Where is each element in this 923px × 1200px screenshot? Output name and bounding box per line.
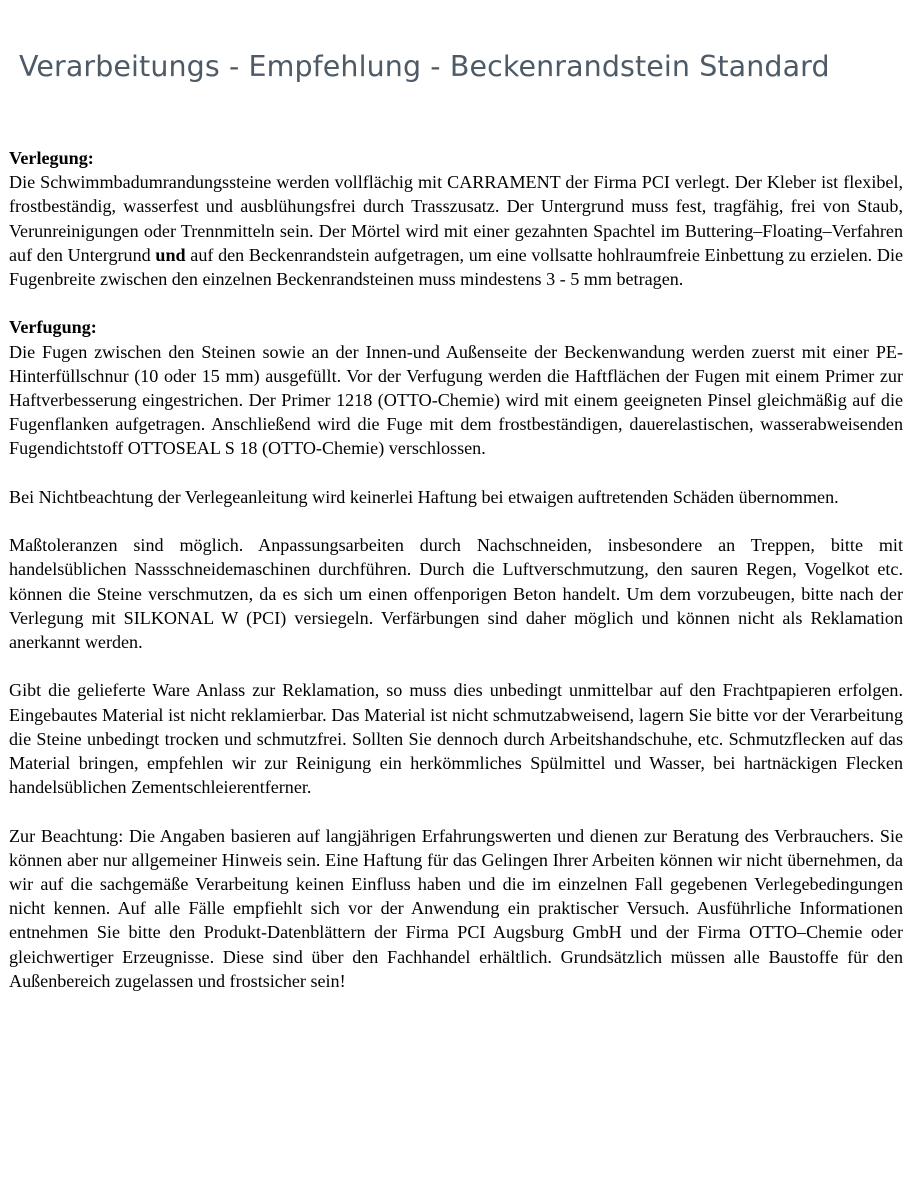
paragraph-masstoleranzen: Maßtoleranzen sind möglich. Anpassungsarbeiten durch Nachschneiden, insbesondere an Treppen, bitte mit handelsüblichen Nassschneidemaschinen durchführen. Durch die Luftverschmutzung, den sauren Regen, Vogelkot etc. können die Steine verschmutzen, da es sich um einen offenporigen Beton handelt. Um dem vorzubeugen, bitte nach der Verlegung mit SILKONAL W (PCI) versiegeln. Verfärbungen sind daher möglich und können nicht als Reklamation anerkannt werden. — [9, 535, 903, 653]
paragraph-haftung: Bei Nichtbeachtung der Verlegeanleitung wird keinerlei Haftung bei etwaigen auftretenden Schäden übernommen. — [9, 486, 839, 507]
verlegung-text-part-1: Die Schwimmbadumrandungssteine werden vollflächig mit CARRAMENT der Firma PCI verlegt. Der Kleber ist flexibel, frostbeständig, wasserfest und ausblühungsfrei durch Trasszusatz. Der Untergrund muss fest, tragfähig, frei von Staub, Verunreinigungen oder Trennmitteln sein. Der Mörtel wird mit einer gezahnten Spachtel im Buttering–Floating–Verfahren auf den Untergrund — [9, 172, 903, 265]
section-verlegung — [9, 146, 903, 291]
section-text-verlegung — [9, 170, 903, 291]
section-verfugung — [9, 315, 903, 460]
paragraph-reklamation: Gibt die gelieferte Ware Anlass zur Reklamation, so muss dies unbedingt unmittelbar auf den Frachtpapieren erfolgen. Eingebautes Material ist nicht reklamierbar. Das Material ist nicht schmutzabweisend, lagern Sie bitte vor der Verarbeitung die Steine unbedingt trocken und schmutzfrei. Sollten Sie dennoch durch Arbeitshandschuhe, etc. Schmutzflecken auf das Material bringen, empfehlen wir zur Reinigung ein herkömmliches Spülmittel und Wasser, bei hartnäckigen Flecken handelsüblichen Zementschleierentferner. — [9, 680, 903, 798]
section-heading-verlegung: Verlegung: — [9, 148, 94, 168]
paragraph-zur-beachtung: Zur Beachtung: Die Angaben basieren auf langjährigen Erfahrungswerten und dienen zur Beratung des Verbrauchers. Sie können aber nur allgemeiner Hinweis sein. Eine Haftung für das Gelingen Ihrer Arbeiten können wir nicht übernehmen, da wir auf die sachgemäße Verarbeitung keinen Einfluss haben und die im einzelnen Fall gegebenen Verlegebedingungen nicht kennen. Auf alle Fälle empfiehlt sich vor der Anwendung ein praktischer Versuch. Ausführliche Informationen entnehmen Sie bitte den Produkt-Datenblättern der Firma PCI Augsburg GmbH und der Firma OTTO–Chemie oder gleichwertiger Erzeugnisse. Diese sind über den Fachhandel erhältlich. Grundsätzlich müssen alle Baustoffe für den Außenbereich zugelassen und frostsicher sein! — [9, 825, 903, 991]
section-text-verfugung: Die Fugen zwischen den Steinen sowie an der Innen-und Außenseite der Beckenwandung werden zuerst mit einer PE-Hinterfüllschnur (10 oder 15 mm) ausgefüllt. Vor der Verfugung werden die Haftflächen der Fugen mit einem Primer zur Haftverbesserung eingestrichen. Der Primer 1218 (OTTO-Chemie) wird mit einem geeigneten Pinsel gleichmäßig auf die Fugenflanken aufgetragen. Anschließend wird die Fuge mit dem frostbeständigen, dauerelastischen, wasserabweisenden Fugendichtstoff OTTOSEAL S 18 (OTTO-Chemie) verschlossen. — [9, 341, 903, 459]
section-heading-verfugung: Verfugung: — [9, 317, 97, 338]
verlegung-text-part-2: auf den Beckenrandstein aufgetragen, um eine vollsatte hohlraumfreie Einbettung zu erzielen. Die Fugenbreite zwischen den einzelnen Beckenrandsteinen muss mindestens 3 - 5 mm betragen. — [9, 244, 903, 290]
document-title: Verarbeitungs - Empfehlung - Beckenrandstein Standard — [19, 50, 830, 83]
document-body — [9, 146, 903, 1017]
verlegung-bold-word: und — [155, 244, 186, 265]
